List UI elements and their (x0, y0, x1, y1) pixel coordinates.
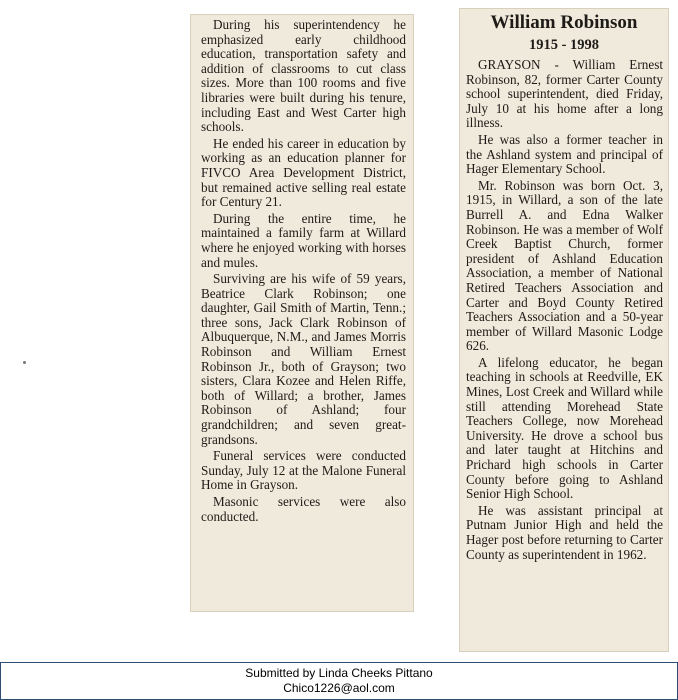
paragraph-birth-memberships: Mr. Robinson was born Oct. 3, 1915, in Willard, a son of the late Burrell A. and Edna Walker Robinson. He was a member of Wolf Creek Baptist Church, former president of Ashland Education Association, a member of National Retired Teachers Association and Carter and Boyd County Retired Teachers Association and a 50-year member of Willard Masonic Lodge 626. (466, 177, 663, 354)
obituary-years: 1915 - 1998 (528, 37, 600, 53)
paragraph-death-notice: GRAYSON - William Ernest Robinson, 82, former Carter County school superintendent, died Friday, July 10 at his home after a long illness. (466, 57, 663, 131)
submission-footer (0, 662, 678, 700)
submitted-by-text: Submitted by Linda Cheeks Pittano (245, 666, 433, 680)
paragraph-former-teacher: He was also a former teacher in the Ashland system and principal of Hager Elementary School. (466, 131, 663, 177)
paragraph-survivors: Surviving are his wife of 59 years, Beatrice Clark Robinson; one daughter, Gail Smith of Martin, Tenn.; three sons, Jack Clark Robinson of Albuquerque, N.M., and James Morris Robinson and William Ernest Robinson Jr., both of Grayson; two sisters, Clara Kozee and Helen Riffe, both of Willard; a brother, James Robinson of Ashland; four grandchildren; and seven great-grandsons. (201, 271, 406, 447)
clipping-obituary-head (459, 8, 669, 652)
paragraph-educator-career: A lifelong educator, he began teaching in schools at Reedville, EK Mines, Lost Creek and Willard while still attending Morehead State Teachers College, now Morehead University. He drove a school bus and later taught at Hitchins and Prichard high schools in Carter County before going to Ashland Senior High School. (466, 354, 663, 502)
submitter-email: Chico1226@aol.com (283, 681, 395, 695)
paragraph-assistant-principal: He was assistant principal at Putnam Junior High and held the Hager post before returning to Carter County as superintendent in 1962. (466, 502, 663, 562)
paragraph-superintendency: During his superintendency he emphasized early childhood education, transportation safety and addition of classrooms to cut class sizes. More than 100 rooms and five libraries were built during his tenure, including East and West Carter high schools. (201, 17, 406, 135)
scan-speck (23, 361, 26, 364)
paragraph-masonic: Masonic services were also conducted. (201, 494, 406, 524)
obituary-headline: William Robinson (490, 12, 638, 33)
left-column-text (201, 18, 406, 526)
clipping-continuation (190, 14, 414, 612)
paragraph-funeral: Funeral services were conducted Sunday, July 12 at the Malone Funeral Home in Grayson. (201, 448, 406, 493)
paragraph-family-farm: During the entire time, he maintained a family farm at Willard where he enjoyed working with horses and mules. (201, 210, 406, 270)
right-column-text (466, 58, 663, 564)
paragraph-fivco-career: He ended his career in education by working as an education planner for FIVCO Area Development District, but remained active selling real estate for Century 21. (201, 135, 406, 210)
